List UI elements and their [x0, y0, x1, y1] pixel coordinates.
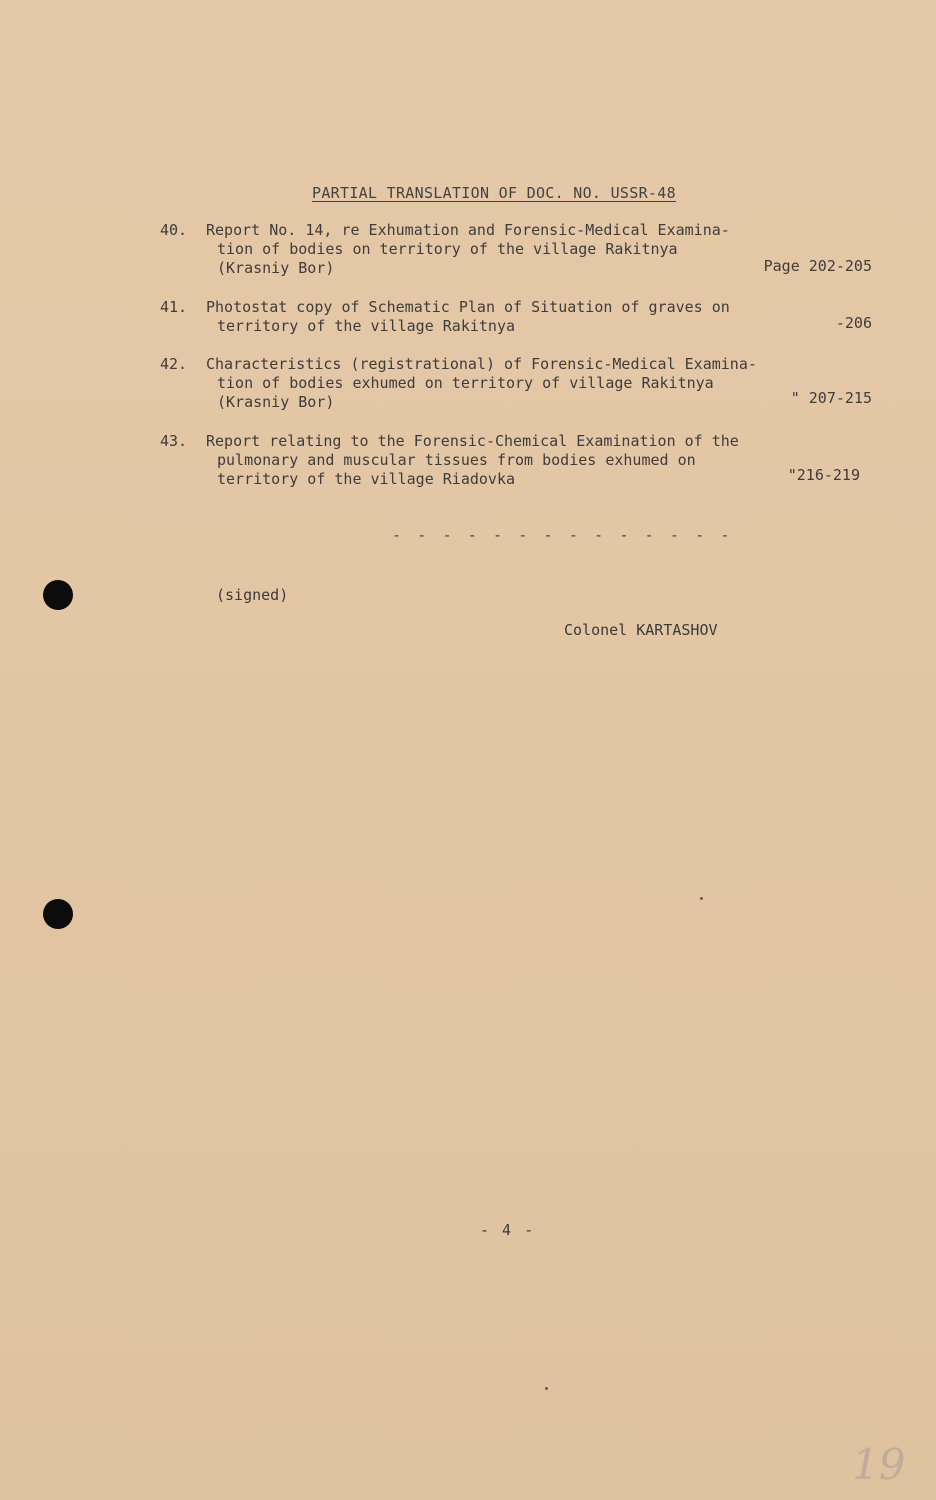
entry-number: 40. [160, 221, 188, 239]
entry-text [206, 221, 786, 278]
document-title: PARTIAL TRANSLATION OF DOC. NO. USSR-48 [312, 184, 676, 202]
entry-number: 41. [160, 298, 188, 316]
list-item [160, 221, 872, 281]
entry-text [206, 298, 786, 336]
entry-number: 43. [160, 432, 188, 450]
entry-line: territory of the village Riadovka [217, 470, 516, 488]
entry-line: Photostat copy of Schematic Plan of Situation of graves on [206, 298, 730, 316]
handwritten-folio: 19 [852, 1440, 906, 1489]
entry-text [206, 355, 786, 412]
signed-note: (signed) [216, 586, 289, 604]
page-reference: "216-219 [787, 466, 860, 484]
entry-line: (Krasniy Bor) [217, 393, 335, 411]
entry-line: tion of bodies exhumed on territory of village Rakitnya [217, 374, 714, 392]
page-reference: " 207-215 [790, 389, 872, 407]
entry-text [206, 432, 786, 489]
entry-number: 42. [160, 355, 188, 373]
page-reference: Page 202-205 [763, 257, 872, 275]
page-number: - 4 - [480, 1221, 536, 1239]
list-item [160, 355, 872, 415]
paper-speck [700, 897, 703, 900]
signer-name: Colonel KARTASHOV [564, 621, 718, 639]
entry-line: territory of the village Rakitnya [217, 317, 516, 335]
punch-hole [43, 580, 73, 610]
entry-line: tion of bodies on territory of the village Rakitnya [217, 240, 678, 258]
punch-hole [43, 899, 73, 929]
entry-line: (Krasniy Bor) [217, 259, 335, 277]
entry-line: Report No. 14, re Exhumation and Forensic-Medical Examina- [206, 221, 730, 239]
paper-speck [545, 1387, 548, 1390]
list-item [160, 432, 872, 492]
entry-line: pulmonary and muscular tissues from bodies exhumed on [217, 451, 696, 469]
entry-line: Characteristics (registrational) of Forensic-Medical Examina- [206, 355, 757, 373]
page-reference: -206 [835, 314, 872, 332]
section-divider: - - - - - - - - - - - - - - [392, 526, 734, 544]
list-item [160, 298, 872, 338]
entry-line: Report relating to the Forensic-Chemical Examination of the [206, 432, 739, 450]
